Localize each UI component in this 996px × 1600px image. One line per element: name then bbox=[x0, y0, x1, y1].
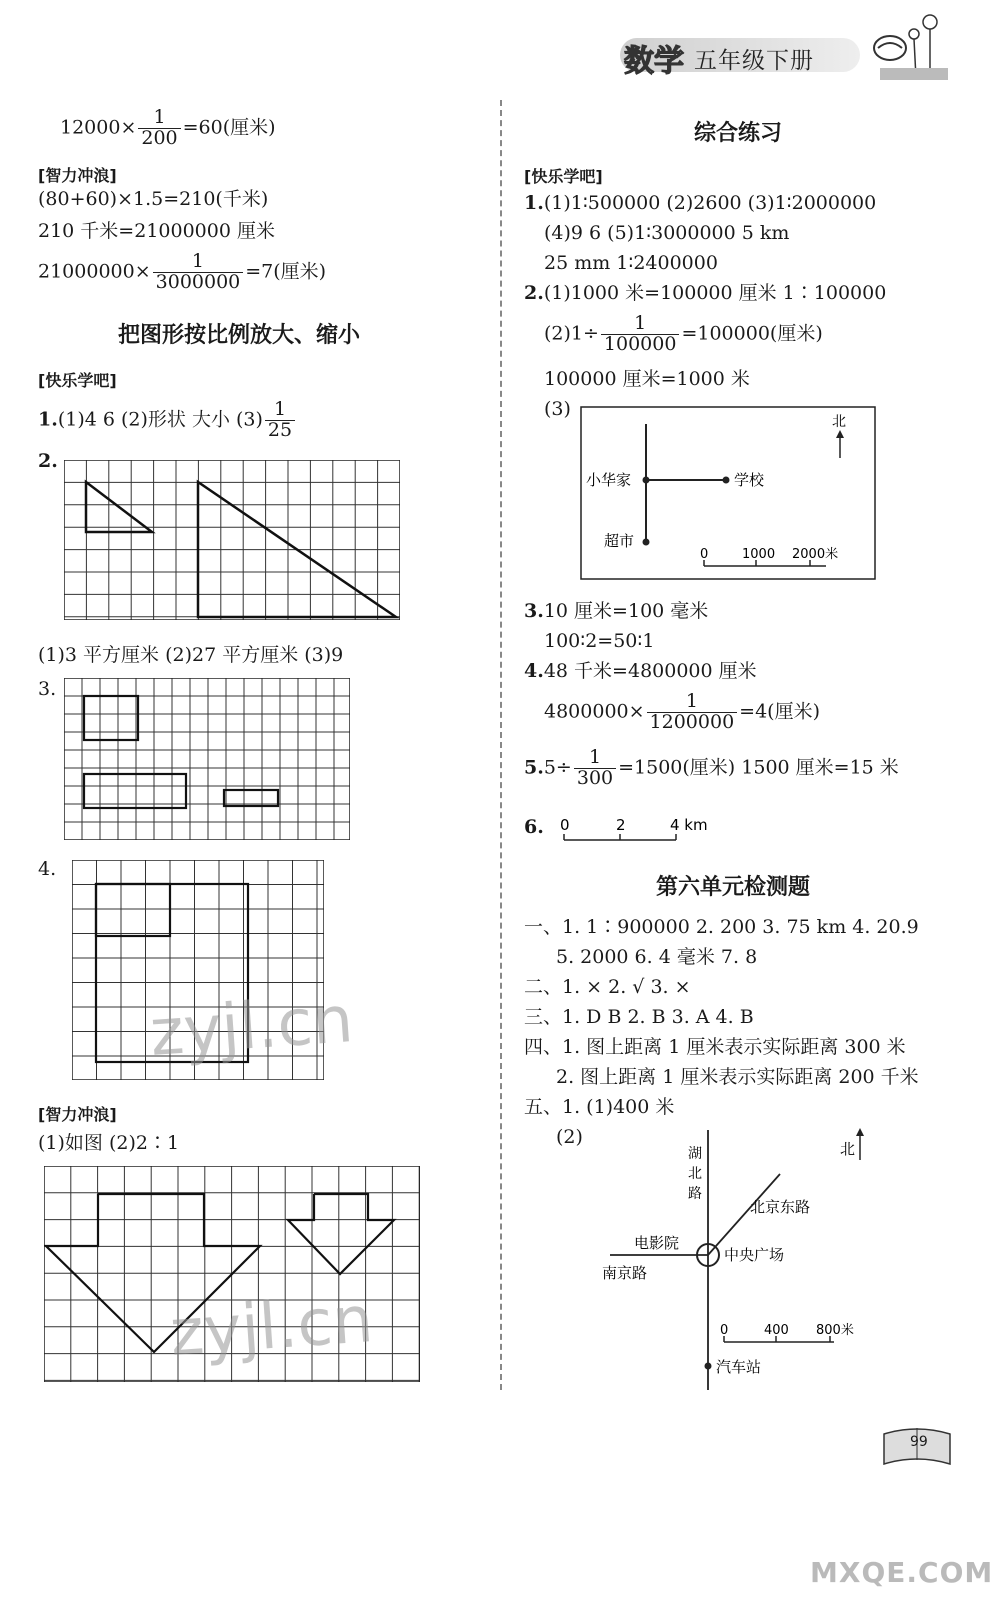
left-q1: 1.(1)4 6 (2)形状 大小 (3) $\frac{1}{25}$ bbox=[38, 400, 297, 441]
watermark-2: zyjl.cn bbox=[167, 1283, 376, 1371]
map-plaza bbox=[590, 1120, 880, 1402]
map2-hubei-2: 北 bbox=[688, 1166, 702, 1182]
map1-market: 超市 bbox=[604, 532, 635, 550]
page-header bbox=[620, 30, 950, 78]
header-subtitle: 五年级下册 bbox=[694, 48, 814, 74]
left-line3: 210 千米=21000000 厘米 bbox=[38, 220, 275, 242]
grid-q2 bbox=[64, 460, 400, 620]
t1-line-a: 一、1. 1∶900000 2. 200 3. 75 km 4. 20.9 bbox=[524, 916, 919, 938]
map2-north: 北 bbox=[840, 1140, 856, 1158]
section-label-kuaile-right: [快乐学吧] bbox=[524, 167, 603, 186]
header-title: 数学 bbox=[624, 44, 684, 79]
q3-label: 3. bbox=[38, 678, 57, 700]
t1-line-b: 5. 2000 6. 4 毫米 7. 8 bbox=[556, 946, 758, 968]
scale-bar-r6 bbox=[552, 812, 722, 848]
t3-line: 三、1. D B 2. B 3. A 4. B bbox=[524, 1006, 754, 1028]
r2-line-a: 2.(1)1000 米=100000 厘米 1∶100000 bbox=[524, 282, 887, 304]
r3-line-b: 100∶2=50∶1 bbox=[544, 630, 655, 652]
r1-line-a: 1.(1)1∶500000 (2)2600 (3)1∶2000000 bbox=[524, 192, 877, 214]
r3-line-a: 3.10 厘米=100 毫米 bbox=[524, 600, 709, 622]
bee-flower-icon bbox=[860, 8, 950, 82]
svg-text:0: 0 bbox=[560, 816, 570, 834]
svg-text:800米: 800米 bbox=[816, 1323, 854, 1338]
map2-station: 汽车站 bbox=[716, 1358, 762, 1376]
left-line4: 21000000× $\frac{1}{3000000}$ =7(厘米) bbox=[38, 250, 327, 293]
map-school bbox=[580, 406, 876, 580]
section-label-kuaile: [快乐学吧] bbox=[38, 371, 117, 390]
svg-text:2: 2 bbox=[616, 816, 626, 834]
svg-text:4 km: 4 km bbox=[670, 816, 708, 834]
q4-label: 4. bbox=[38, 858, 57, 880]
r5-line: 5.5÷ $\frac{1}{300}$ =1500(厘米) 1500 厘米=15 米 bbox=[524, 746, 899, 789]
t5-line-a: 五、1. (1)400 米 bbox=[524, 1096, 675, 1118]
map1-north: 北 bbox=[832, 414, 846, 430]
r4-line-b: 4800000× $\frac{1}{1200000}$ =4(厘米) bbox=[544, 690, 821, 733]
svg-text:2000米: 2000米 bbox=[792, 547, 839, 562]
map1-home: 小华家 bbox=[586, 471, 632, 489]
left-line2: (80+60)×1.5=210(千米) bbox=[38, 188, 269, 210]
r4-line-a: 4.48 千米=4800000 厘米 bbox=[524, 660, 757, 682]
grid-q3 bbox=[64, 678, 350, 840]
q2-answers: (1)3 平方厘米 (2)27 平方厘米 (3)9 bbox=[38, 644, 344, 666]
watermark-1: zyjl.cn bbox=[147, 983, 356, 1071]
section-label-zhili: [智力冲浪] bbox=[38, 166, 117, 185]
zhili2-answer: (1)如图 (2)2∶1 bbox=[38, 1132, 180, 1154]
t4-line-a: 四、1. 图上距离 1 厘米表示实际距离 300 米 bbox=[524, 1036, 906, 1058]
column-divider bbox=[500, 100, 502, 1390]
section-title-review: 综合练习 bbox=[694, 120, 783, 146]
t5-line-b: (2) bbox=[556, 1126, 583, 1148]
r2-line-d: (3) bbox=[544, 398, 571, 420]
page-number-badge bbox=[880, 1424, 954, 1468]
map2-nanjing: 南京路 bbox=[602, 1264, 648, 1282]
section-title-test: 第六单元检测题 bbox=[656, 874, 811, 900]
footer-watermark: MXQE.COM bbox=[810, 1556, 994, 1589]
r1-line-c: 25 mm 1∶2400000 bbox=[544, 252, 718, 274]
svg-text:400: 400 bbox=[764, 1323, 789, 1338]
q2-label: 2. bbox=[38, 450, 58, 472]
map2-hubei-3: 路 bbox=[688, 1186, 702, 1202]
t4-line-b: 2. 图上距离 1 厘米表示实际距离 200 千米 bbox=[556, 1066, 919, 1088]
svg-text:1000: 1000 bbox=[742, 547, 776, 562]
r2-line-b: (2)1÷ $\frac{1}{100000}$ =100000(厘米) bbox=[544, 312, 823, 355]
map2-cinema: 电影院 bbox=[634, 1234, 680, 1252]
map2-plaza: 中央广场 bbox=[724, 1246, 785, 1264]
r6-label: 6. bbox=[524, 816, 544, 838]
section-label-zhili-2: [智力冲浪] bbox=[38, 1105, 117, 1124]
t2-line: 二、1. × 2. √ 3. × bbox=[524, 976, 691, 998]
svg-text:0: 0 bbox=[720, 1323, 729, 1338]
r1-line-b: (4)9 6 (5)1∶3000000 5 km bbox=[544, 222, 790, 244]
map2-hubei-1: 湖 bbox=[688, 1146, 702, 1162]
r2-line-c: 100000 厘米=1000 米 bbox=[544, 368, 750, 390]
svg-text:0: 0 bbox=[700, 547, 709, 562]
map2-beijing: 北京东路 bbox=[750, 1198, 811, 1216]
map1-school: 学校 bbox=[734, 471, 765, 489]
left-line1: 12000× $\frac{1}{200}$ =60(厘米) bbox=[60, 106, 276, 149]
page-number: 99 bbox=[910, 1434, 928, 1450]
triangle-small bbox=[86, 482, 152, 532]
section-title-scale: 把图形按比例放大、缩小 bbox=[118, 322, 361, 348]
